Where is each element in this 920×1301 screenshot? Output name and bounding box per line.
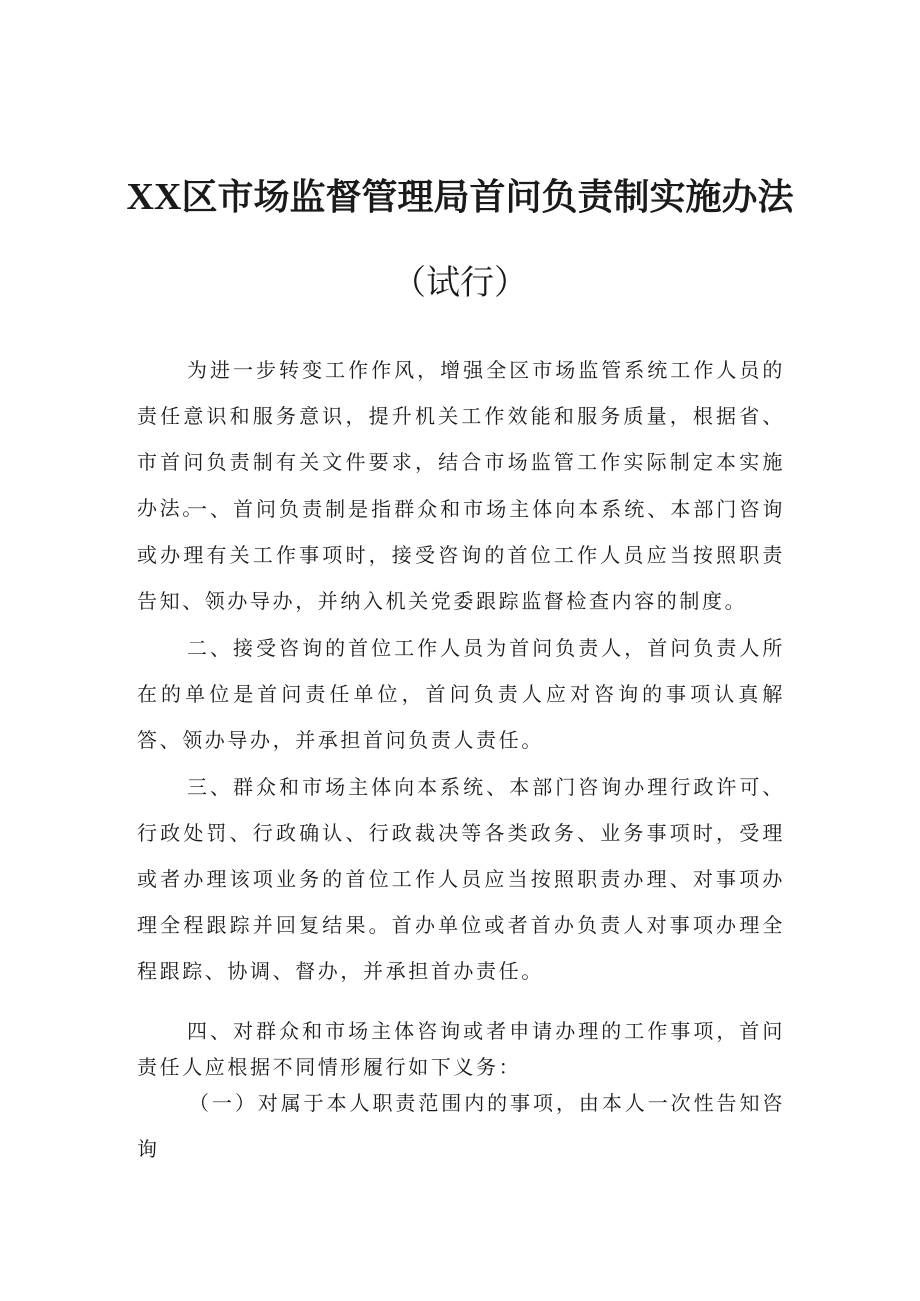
document-title bbox=[0, 177, 920, 218]
title-main-text: 区市场监督管理局首问负责制实施办法 bbox=[181, 177, 794, 218]
paragraph-article-3: 三、群众和市场主体向本系统、本部门咨询办理行政许可、行政处罚、行政确认、行政裁决等各类政务、业务事项时，受理或者办理该项业务的首位工作人员应当按照职责办理、对事项办理全程跟踪并回复结果。首办单位或者首办负责人对事项办理全程跟踪、协调、督办，并承担首办责任。 bbox=[137, 775, 785, 983]
paragraph-article-4: 四、对群众和市场主体咨询或者申请办理的工作事项，首问责任人应根据不同情形履行如下义务： bbox=[137, 1019, 785, 1079]
title-prefix: XX bbox=[126, 176, 182, 218]
paragraph-item-1: （一）对属于本人职责范围内的事项，由本人一次性告知咨询 bbox=[137, 1091, 785, 1161]
paragraph-intro: 为进一步转变工作作风，增强全区市场监管系统工作人员的责任意识和服务意识，提升机关工作效能和服务质量，根据省、市首问负责制有关文件要求，结合市场监管工作实际制定本实施办法。 bbox=[137, 358, 785, 520]
document-subtitle: （试行） bbox=[392, 263, 528, 303]
paragraph-article-2: 二、接受咨询的首位工作人员为首问负责人，首问负责人所在的单位是首问责任单位，首问负责人应对咨询的事项认真解答、领办导办，并承担首问负责人责任。 bbox=[137, 636, 785, 752]
paragraph-article-1: 一、首问负责制是指群众和市场主体向本系统、本部门咨询或办理有关工作事项时，接受咨询的首位工作人员应当按照职责告知、领办导办，并纳入机关党委跟踪监督检查内容的制度。 bbox=[137, 497, 785, 613]
